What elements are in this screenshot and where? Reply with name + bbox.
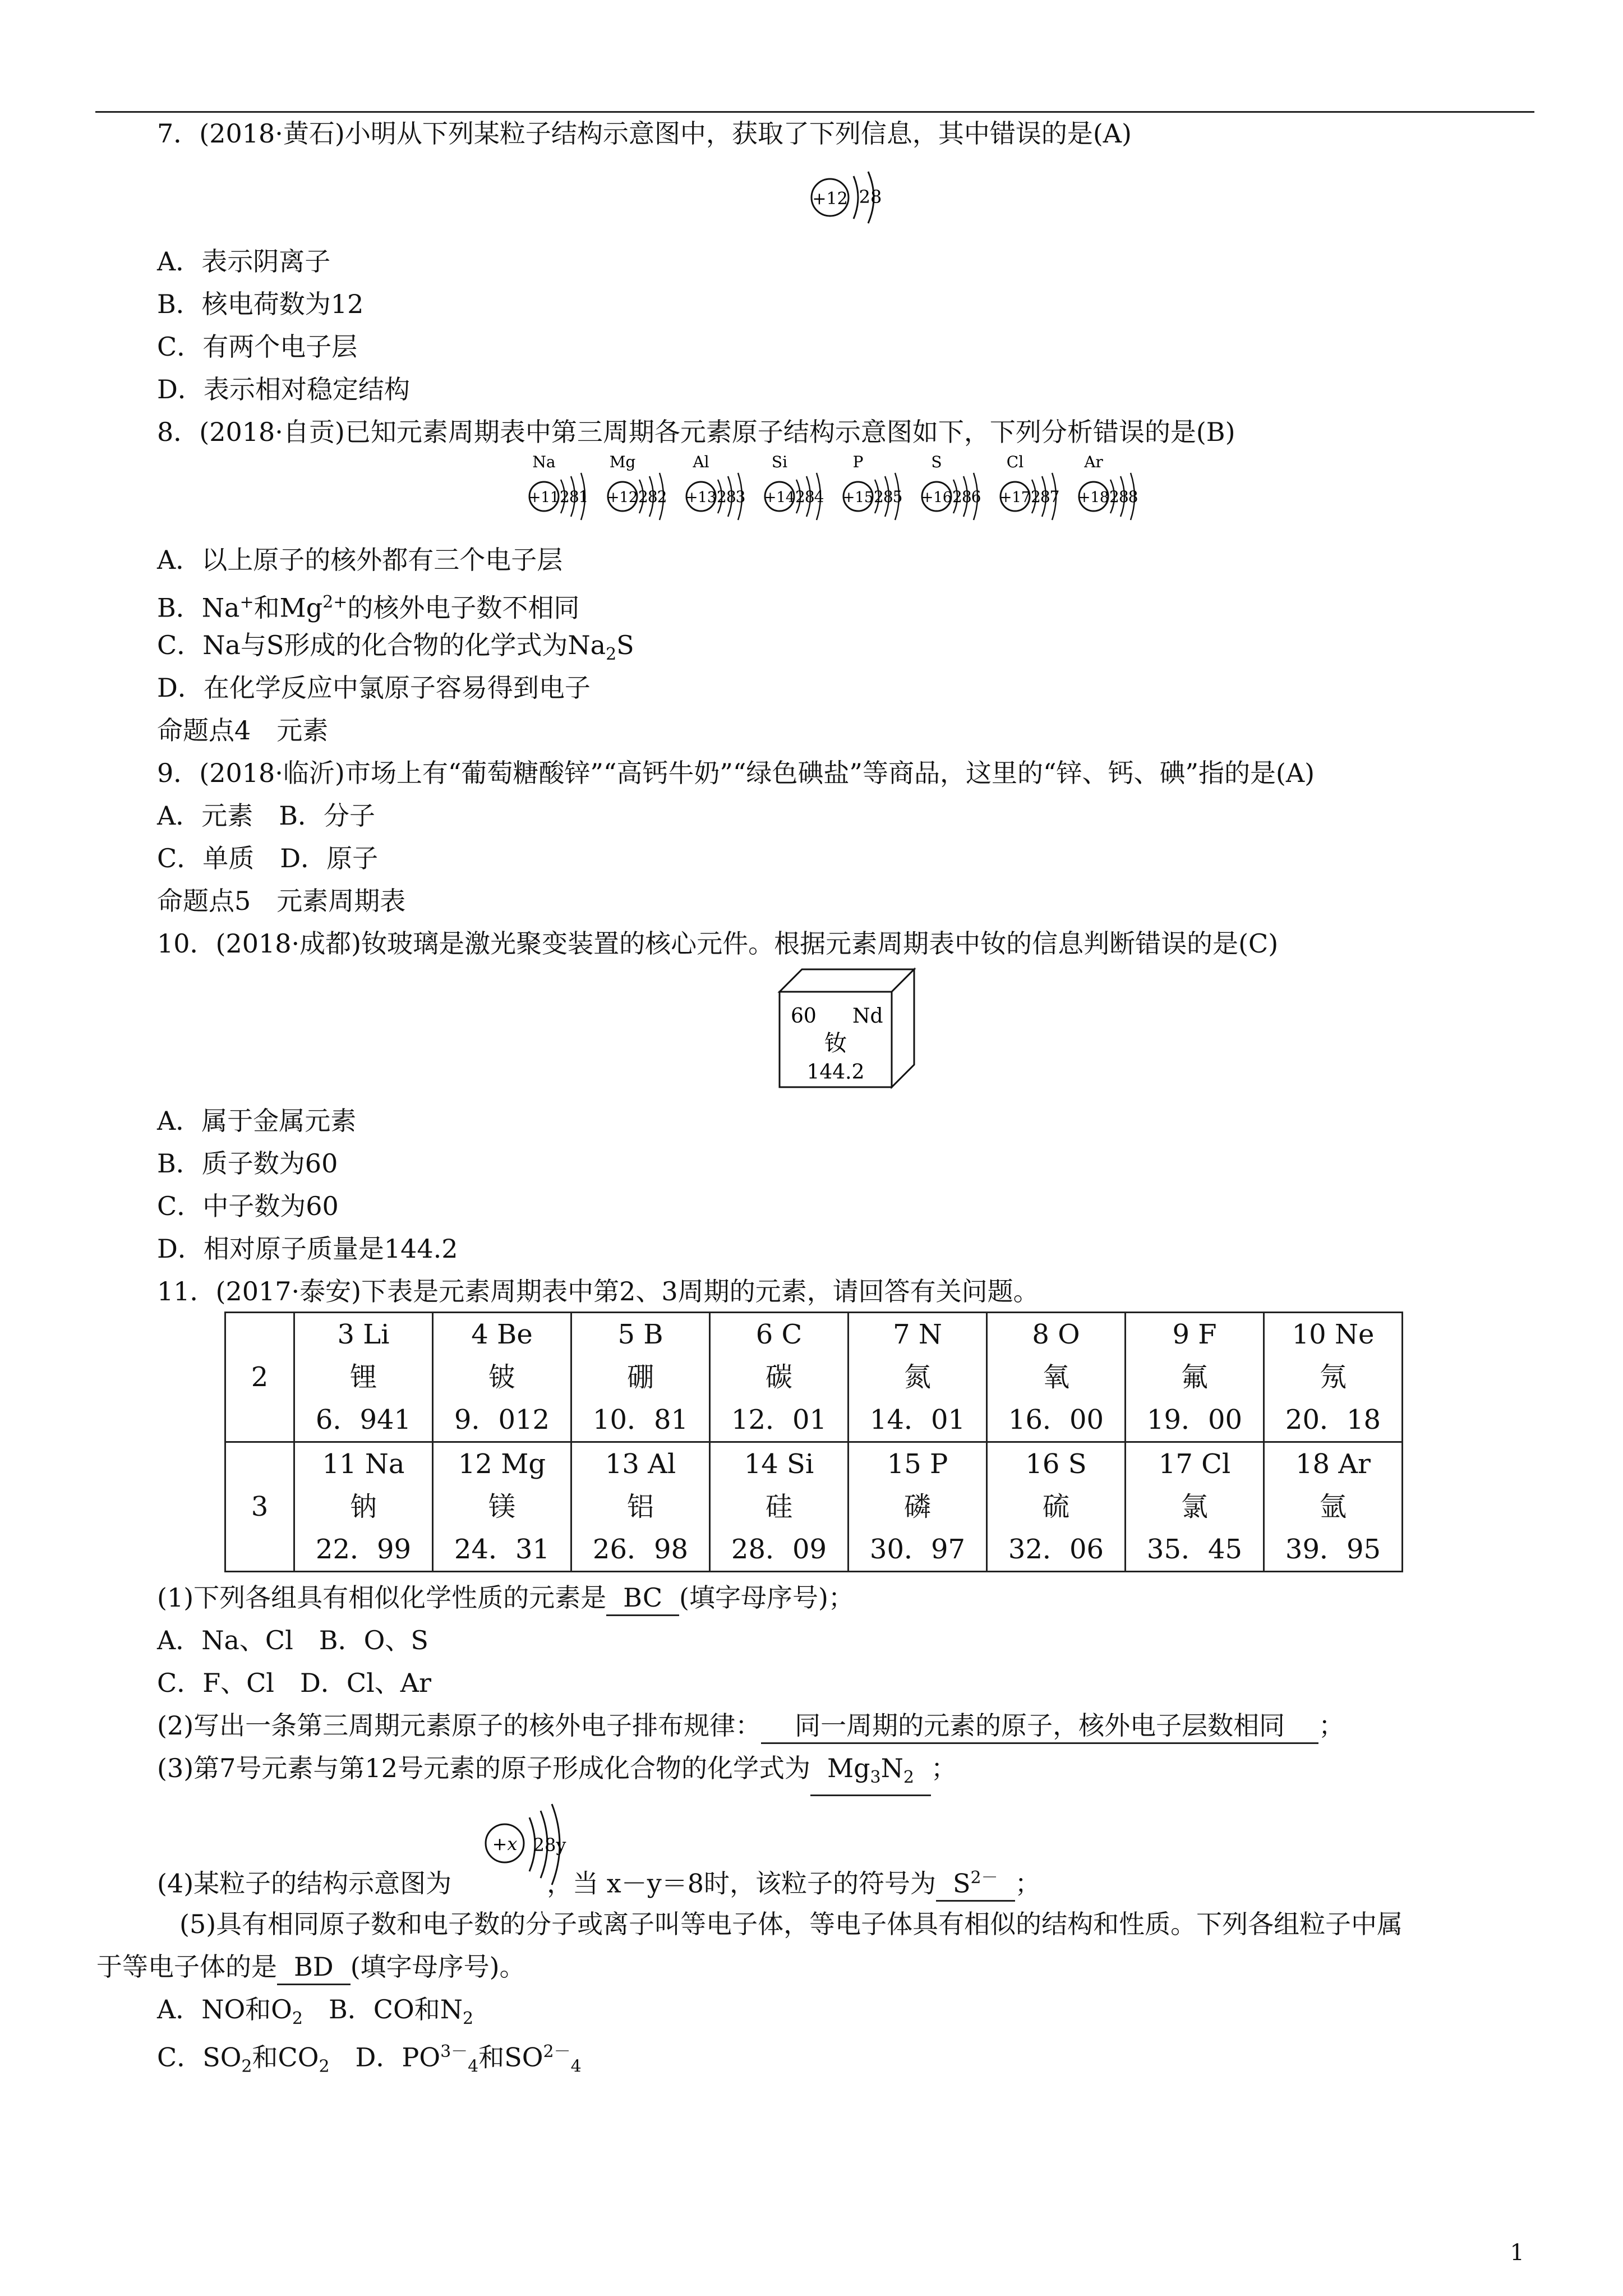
element-name: 铝: [626, 1491, 654, 1522]
element-cell: [294, 1442, 433, 1572]
element-mass: 6．941: [315, 1404, 412, 1435]
table-row: [225, 1442, 1403, 1572]
q8-atom-shells: 284: [795, 487, 824, 506]
q8-atom-shells: 281: [560, 487, 588, 506]
topic-4-heading: 命题点4 元素: [157, 715, 329, 746]
page-number: 1: [1510, 2240, 1524, 2266]
element-num: 11 Na: [322, 1448, 405, 1480]
q8-atom-nucleus: +16: [921, 489, 952, 506]
q10-symbol: Nd: [852, 1005, 883, 1028]
q7-stem: 7．(2018·黄石)小明从下列某粒子结构示意图中，获取了下列信息，其中错误的是(A): [157, 118, 1132, 149]
element-name: 氟: [1181, 1361, 1208, 1393]
element-num: 8 O: [1032, 1319, 1080, 1350]
element-cell: [433, 1313, 571, 1442]
q11-part5-options-ab: A．NO和$O_2$ B．CO和$N_2$: [157, 1994, 474, 2029]
element-num: 17 Cl: [1158, 1448, 1231, 1480]
element-num: 4 Be: [471, 1319, 533, 1350]
q8-option-c: C．Na与S形成的化合物的化学式为$Na_2S$: [157, 630, 634, 665]
q11-part4-nucleus: +x: [492, 1833, 518, 1855]
element-num: 5 B: [617, 1319, 663, 1350]
element-name: 氩: [1319, 1491, 1347, 1522]
q8-atom-symbol: Si: [771, 453, 788, 471]
q7-option-b: B．核电荷数为12: [157, 289, 364, 319]
element-cell: [849, 1313, 987, 1442]
q11-part1-options-cd: C．F、Cl D．Cl、Ar: [157, 1668, 432, 1698]
element-num: 3 Li: [337, 1319, 390, 1350]
element-num: 10 Ne: [1292, 1319, 1375, 1350]
period-number: 3: [225, 1442, 294, 1572]
element-name: 硅: [765, 1491, 792, 1522]
q8-atom-nucleus: +17: [999, 489, 1031, 506]
element-num: 18 Ar: [1295, 1448, 1371, 1480]
q8-atom-symbol: Cl: [1006, 453, 1024, 471]
q11-part3: (3)第7号元素与第12号元素的原子形成化合物的化学式为 $Mg_3N_2$ ；: [157, 1751, 957, 1796]
element-cell: [571, 1313, 710, 1442]
q8-atom-nucleus: +12: [607, 489, 638, 506]
q10-name: 钕: [824, 1030, 847, 1056]
element-mass: 30．97: [869, 1534, 966, 1565]
element-mass: 26．98: [592, 1534, 689, 1565]
element-name: 碳: [765, 1361, 792, 1393]
q8-option-b: B．Na+和$Mg^{2+}$的核外电子数不相同: [157, 592, 580, 623]
element-mass: 20．18: [1285, 1404, 1381, 1435]
element-cell: [1264, 1313, 1403, 1442]
q8-atom-diagrams: [527, 452, 1178, 522]
q7-shells: 28: [859, 186, 882, 208]
element-name: 氮: [903, 1361, 931, 1393]
q10-atomic-number: 60: [791, 1005, 817, 1028]
element-mass: 35．45: [1146, 1534, 1243, 1565]
q11-part4-shells: 28y: [533, 1834, 566, 1856]
q8-atom-shells: 283: [717, 487, 745, 506]
table-row: [225, 1313, 1403, 1442]
q8-atom-shells: 286: [952, 487, 981, 506]
element-num: 13 Al: [605, 1448, 676, 1480]
q8-atom-symbol: Na: [532, 453, 556, 471]
q8-atom-na: [529, 453, 588, 520]
q9-stem: 9．(2018·临沂)市场上有“葡萄糖酸锌”“高钙牛奶”“绿色碘盐”等商品，这里的“锌、钙、碘”指的是(A): [157, 758, 1315, 788]
q8-atom-nucleus: +15: [842, 489, 874, 506]
q9-options-ab: A．元素 B．分子: [157, 800, 376, 831]
element-name: 锂: [349, 1361, 377, 1393]
element-mass: 16．00: [1008, 1404, 1104, 1435]
element-num: 7 N: [893, 1319, 942, 1350]
q8-atom-s: [921, 453, 981, 520]
q10-option-a: A．属于金属元素: [157, 1106, 357, 1136]
element-cell: [571, 1442, 710, 1572]
element-mass: 9．012: [454, 1404, 550, 1435]
q7-atom-diagram: [808, 168, 897, 232]
period-number: 2: [225, 1313, 294, 1442]
q11-part2: (2)写出一条第三周期元素原子的核外电子排布规律： 同一周期的元素的原子，核外电子层数相同 ；: [157, 1709, 1344, 1744]
q8-atom-si: [764, 453, 824, 520]
element-num: 6 C: [755, 1319, 803, 1350]
element-num: 14 Si: [744, 1448, 814, 1480]
q11-part5-answer: BD: [277, 1950, 351, 1985]
element-cell: [1264, 1442, 1403, 1572]
element-mass: 12．01: [731, 1404, 827, 1435]
q8-atom-nucleus: +13: [685, 489, 717, 506]
q10-mass: 144.2: [806, 1061, 865, 1084]
q11-part4-answer: $S^{2-}$: [936, 1861, 1015, 1902]
q11-part4: (4)某粒子的结构示意图为 ，当 x－y＝8时，该粒子的符号为 $S^{2-}$ ；: [157, 1861, 1041, 1902]
q8-atom-mg: [607, 453, 667, 520]
element-mass: 32．06: [1008, 1534, 1104, 1565]
q8-option-a: A．以上原子的核外都有三个电子层: [157, 545, 563, 575]
element-mass: 10．81: [592, 1404, 689, 1435]
q11-part5-line1: (5)具有相同原子数和电子数的分子或离子叫等电子体，等电子体具有相似的结构和性质。下列各组粒子中属: [179, 1909, 1403, 1939]
q7-nucleus: +12: [812, 189, 848, 209]
q8-atom-shells: 288: [1109, 487, 1138, 506]
q7-option-c: C．有两个电子层: [157, 332, 358, 362]
element-name: 硼: [626, 1361, 654, 1393]
q8-atom-symbol: Mg: [609, 453, 636, 471]
q10-element-cell: [774, 964, 920, 1093]
q11-part4-atom-diagram: [478, 1800, 579, 1895]
element-name: 磷: [903, 1491, 931, 1522]
element-name: 铍: [488, 1361, 515, 1393]
element-mass: 28．09: [731, 1534, 827, 1565]
q8-atom-p: [843, 453, 902, 520]
element-name: 氖: [1319, 1361, 1347, 1393]
q8-atom-shells: 282: [638, 487, 667, 506]
q9-options-cd: C．单质 D．原子: [157, 843, 379, 873]
element-cell: [1126, 1313, 1264, 1442]
q11-part3-answer: $Mg_3N_2$: [810, 1751, 931, 1796]
q8-atom-shells: 287: [1031, 487, 1059, 506]
element-name: 钠: [349, 1491, 377, 1522]
q10-option-c: C．中子数为60: [157, 1191, 339, 1221]
element-cell: [710, 1313, 849, 1442]
q8-atom-symbol: S: [931, 453, 942, 471]
q8-atom-nucleus: +18: [1078, 489, 1109, 506]
element-mass: 24．31: [454, 1534, 550, 1565]
element-num: 16 S: [1025, 1448, 1087, 1480]
q11-part2-answer: 同一周期的元素的原子，核外电子层数相同: [761, 1709, 1318, 1744]
q8-atom-symbol: Al: [693, 453, 709, 471]
periodic-table: [224, 1312, 1403, 1572]
element-cell: [1126, 1442, 1264, 1572]
q8-atom-symbol: P: [852, 453, 864, 471]
q11-part5-line2: 于等电子体的是 BD (填字母序号)。: [96, 1950, 525, 1985]
q11-part1: (1)下列各组具有相似化学性质的元素是 BC (填字母序号)；: [157, 1581, 854, 1616]
element-mass: 19．00: [1146, 1404, 1243, 1435]
q7-option-d: D．表示相对稳定结构: [157, 374, 410, 404]
q7-option-a: A．表示阴离子: [157, 246, 331, 277]
element-num: 12 Mg: [458, 1448, 546, 1480]
q8-atom-nucleus: +14: [764, 489, 795, 506]
element-cell: [987, 1442, 1126, 1572]
q10-option-b: B．质子数为60: [157, 1148, 338, 1179]
element-num: 15 P: [887, 1448, 948, 1480]
q8-atom-shells: 285: [874, 487, 902, 506]
q8-atom-ar: [1078, 453, 1138, 520]
header-rule: [95, 111, 1534, 113]
q8-stem: 8．(2018·自贡)已知元素周期表中第三周期各元素原子结构示意图如下，下列分析错误的是(B): [157, 417, 1235, 447]
element-cell: [433, 1442, 571, 1572]
q10-stem: 10．(2018·成都)钕玻璃是激光聚变装置的核心元件。根据元素周期表中钕的信息判断错误的是(C): [157, 928, 1279, 959]
element-name: 硫: [1042, 1491, 1069, 1522]
element-mass: 14．01: [869, 1404, 966, 1435]
q8-option-d: D．在化学反应中氯原子容易得到电子: [157, 673, 591, 703]
element-name: 镁: [488, 1491, 515, 1522]
topic-5-heading: 命题点5 元素周期表: [157, 886, 406, 916]
element-name: 氧: [1042, 1361, 1069, 1393]
element-cell: [294, 1313, 433, 1442]
q10-option-d: D．相对原子质量是144.2: [157, 1234, 458, 1264]
q8-atom-cl: [1000, 453, 1059, 520]
element-name: 氯: [1181, 1491, 1208, 1522]
element-cell: [987, 1313, 1126, 1442]
q8-atom-al: [686, 453, 745, 520]
element-cell: [849, 1442, 987, 1572]
q11-stem: 11．(2017·泰安)下表是元素周期表中第2、3周期的元素，请回答有关问题。: [157, 1276, 1039, 1306]
q8-atom-nucleus: +11: [528, 489, 560, 506]
element-mass: 39．95: [1285, 1534, 1381, 1565]
q11-part1-options-ab: A．Na、Cl B．O、S: [157, 1625, 428, 1655]
element-mass: 22．99: [315, 1534, 412, 1565]
element-num: 9 F: [1172, 1319, 1217, 1350]
element-cell: [710, 1442, 849, 1572]
q11-part1-answer: BC: [606, 1581, 679, 1616]
q8-atom-symbol: Ar: [1084, 453, 1103, 471]
q11-part5-options-cd: C．$SO_2$和$CO_2$ D．$PO^{3-}_4$和$SO^{2-}_4$: [157, 2042, 582, 2077]
